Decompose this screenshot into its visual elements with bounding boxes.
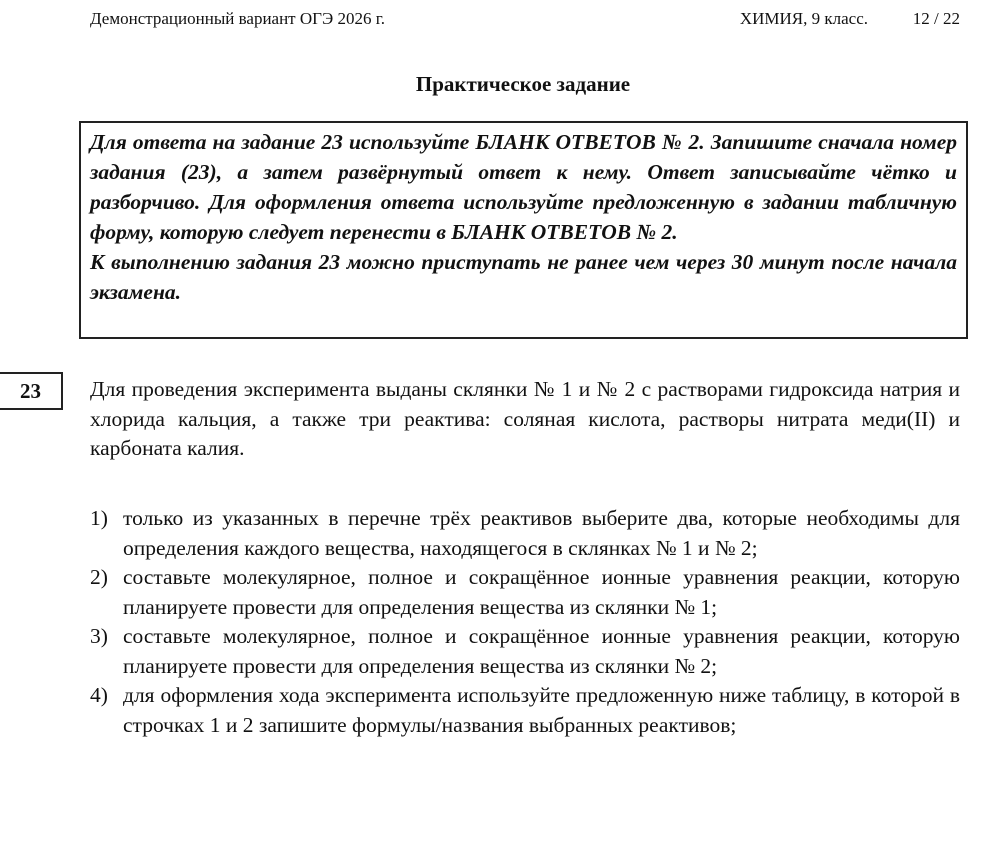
instruction-box (79, 121, 968, 339)
page-header (90, 6, 960, 32)
subject-label: ХИМИЯ, 9 класс. (739, 9, 868, 28)
step-text: составьте молекулярное, полное и сокращённое ионные уравнения реакции, которую планируете провести для определения вещества из склянки № 2; (123, 624, 960, 678)
step-number: 4) (90, 683, 108, 707)
task-statement: Для проведения эксперимента выданы склянки № 1 и № 2 с растворами гидроксида натрия и хлорида кальция, а также три реактива: соляная кислота, растворы нитрата меди(II) и карбоната калия. (90, 377, 960, 460)
step-number: 2) (90, 565, 108, 589)
step-text: только из указанных в перечне трёх реактивов выберите два, которые необходимы для определения каждого вещества, находящегося в склянках № 1 и № 2; (123, 506, 960, 560)
task-number-box: 23 (0, 372, 63, 410)
step-number: 3) (90, 624, 108, 648)
instruction-text: Для ответа на задание 23 используйте БЛАНК ОТВЕТОВ № 2. Запишите сначала номер задания (23), а затем развёрнутый ответ к нему. Ответ записывайте чётко и разборчиво. Для оформления ответа используйте предложенную в задании табличную форму, которую следует перенести в БЛАНК ОТВЕТОВ № 2. (90, 130, 957, 244)
task-steps-list (90, 504, 960, 740)
exam-variant-label: Демонстрационный вариант ОГЭ 2026 г. (90, 9, 385, 28)
task-step (90, 563, 960, 622)
section-title: Практическое задание (415, 72, 631, 96)
step-text: для оформления хода эксперимента используйте предложенную ниже таблицу, в которой в строчках 1 и 2 запишите формулы/названия выбранных реактивов; (123, 683, 960, 737)
task-step (90, 622, 960, 681)
task-step (90, 504, 960, 563)
step-text: составьте молекулярное, полное и сокращённое ионные уравнения реакции, которую планируете провести для определения вещества из склянки № 1; (123, 565, 960, 619)
step-number: 1) (90, 506, 108, 530)
task-step (90, 681, 960, 740)
instruction-time-note: К выполнению задания 23 можно приступать не ранее чем через 30 минут после начала экзамена. (90, 250, 957, 304)
page-counter: 12 / 22 (912, 9, 960, 28)
